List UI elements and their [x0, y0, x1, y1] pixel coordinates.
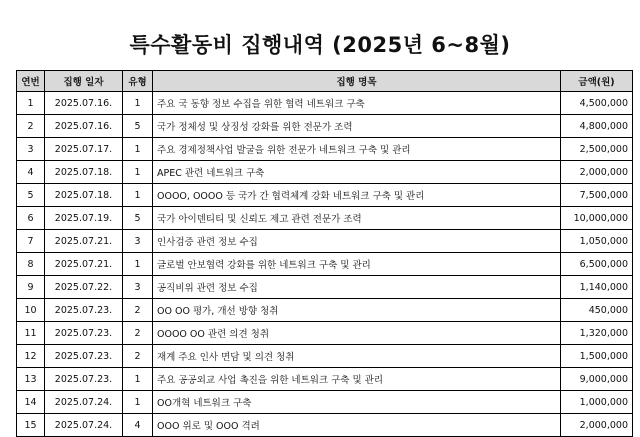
cell-type: 1 [123, 138, 153, 161]
cell-amount: 2,000,000 [561, 161, 633, 184]
cell-no: 14 [17, 391, 45, 414]
column-header-type: 유형 [123, 71, 153, 92]
cell-name: OO OO 평가, 개선 방향 청취 [153, 299, 561, 322]
column-header-no: 연번 [17, 71, 45, 92]
cell-amount: 6,500,000 [561, 253, 633, 276]
cell-type: 1 [123, 92, 153, 115]
cell-date: 2025.07.17. [45, 138, 123, 161]
cell-name: 인사검증 관련 정보 수집 [153, 230, 561, 253]
cell-amount: 1,320,000 [561, 322, 633, 345]
cell-no: 5 [17, 184, 45, 207]
cell-type: 1 [123, 368, 153, 391]
table-row [17, 92, 633, 115]
cell-no: 12 [17, 345, 45, 368]
table-row [17, 184, 633, 207]
cell-type: 2 [123, 345, 153, 368]
cell-name: OO개혁 네트워크 구축 [153, 391, 561, 414]
cell-amount: 450,000 [561, 299, 633, 322]
cell-date: 2025.07.16. [45, 92, 123, 115]
page-title: 특수활동비 집행내역 (2025년 6~8월) [129, 33, 511, 57]
table-row [17, 138, 633, 161]
cell-name: 주요 경제정책사업 발굴을 위한 전문가 네트워크 구축 및 관리 [153, 138, 561, 161]
cell-name: OOOO OO 관련 의견 청취 [153, 322, 561, 345]
table-row [17, 322, 633, 345]
table-row [17, 368, 633, 391]
column-header-date: 집행 일자 [45, 71, 123, 92]
cell-type: 2 [123, 322, 153, 345]
cell-amount: 4,500,000 [561, 92, 633, 115]
cell-name: OOOO, OOOO 등 국가 간 협력체계 강화 네트워크 구축 및 관리 [153, 184, 561, 207]
table-row [17, 299, 633, 322]
cell-date: 2025.07.23. [45, 322, 123, 345]
table-row [17, 230, 633, 253]
cell-name: OOO 위로 및 OOO 격려 [153, 414, 561, 437]
table-row [17, 207, 633, 230]
column-header-amount: 금액(원) [561, 71, 633, 92]
cell-date: 2025.07.24. [45, 391, 123, 414]
table-row [17, 115, 633, 138]
cell-date: 2025.07.18. [45, 184, 123, 207]
cell-date: 2025.07.21. [45, 230, 123, 253]
cell-type: 1 [123, 184, 153, 207]
cell-name: 국가 정체성 및 상징성 강화를 위한 전문가 조력 [153, 115, 561, 138]
cell-type: 1 [123, 391, 153, 414]
cell-no: 4 [17, 161, 45, 184]
cell-no: 13 [17, 368, 45, 391]
cell-no: 2 [17, 115, 45, 138]
cell-date: 2025.07.18. [45, 161, 123, 184]
table-row [17, 391, 633, 414]
cell-amount: 1,000,000 [561, 391, 633, 414]
cell-type: 5 [123, 207, 153, 230]
cell-type: 1 [123, 161, 153, 184]
cell-date: 2025.07.16. [45, 115, 123, 138]
cell-no: 11 [17, 322, 45, 345]
cell-no: 3 [17, 138, 45, 161]
expense-table [16, 70, 633, 437]
cell-date: 2025.07.19. [45, 207, 123, 230]
cell-amount: 2,500,000 [561, 138, 633, 161]
table-body [17, 92, 633, 437]
cell-amount: 4,800,000 [561, 115, 633, 138]
cell-name: 글로벌 안보협력 강화를 위한 네트워크 구축 및 관리 [153, 253, 561, 276]
cell-no: 1 [17, 92, 45, 115]
cell-no: 10 [17, 299, 45, 322]
cell-no: 9 [17, 276, 45, 299]
table-header-row [17, 71, 633, 92]
cell-type: 5 [123, 115, 153, 138]
cell-name: 주요 공공외교 사업 촉진을 위한 네트워크 구축 및 관리 [153, 368, 561, 391]
cell-no: 15 [17, 414, 45, 437]
cell-type: 3 [123, 230, 153, 253]
cell-amount: 1,140,000 [561, 276, 633, 299]
table-row [17, 276, 633, 299]
table-row [17, 345, 633, 368]
column-header-name: 집행 명목 [153, 71, 561, 92]
cell-amount: 9,000,000 [561, 368, 633, 391]
cell-date: 2025.07.21. [45, 253, 123, 276]
cell-amount: 7,500,000 [561, 184, 633, 207]
cell-date: 2025.07.24. [45, 414, 123, 437]
cell-type: 3 [123, 276, 153, 299]
cell-no: 7 [17, 230, 45, 253]
cell-type: 2 [123, 299, 153, 322]
table-row [17, 253, 633, 276]
cell-type: 4 [123, 414, 153, 437]
cell-name: APEC 관련 네트워크 구축 [153, 161, 561, 184]
table-row [17, 414, 633, 437]
cell-date: 2025.07.23. [45, 299, 123, 322]
table-row [17, 161, 633, 184]
cell-amount: 1,500,000 [561, 345, 633, 368]
cell-date: 2025.07.23. [45, 345, 123, 368]
cell-amount: 10,000,000 [561, 207, 633, 230]
cell-no: 8 [17, 253, 45, 276]
cell-no: 6 [17, 207, 45, 230]
cell-name: 국가 아이덴티티 및 신뢰도 제고 관련 전문가 조력 [153, 207, 561, 230]
cell-name: 주요 국 동향 정보 수집을 위한 협력 네트워크 구축 [153, 92, 561, 115]
cell-date: 2025.07.23. [45, 368, 123, 391]
cell-name: 공직비위 관련 정보 수집 [153, 276, 561, 299]
cell-date: 2025.07.22. [45, 276, 123, 299]
cell-amount: 2,000,000 [561, 414, 633, 437]
cell-type: 1 [123, 253, 153, 276]
cell-amount: 1,050,000 [561, 230, 633, 253]
cell-name: 재계 주요 인사 면담 및 의견 청취 [153, 345, 561, 368]
